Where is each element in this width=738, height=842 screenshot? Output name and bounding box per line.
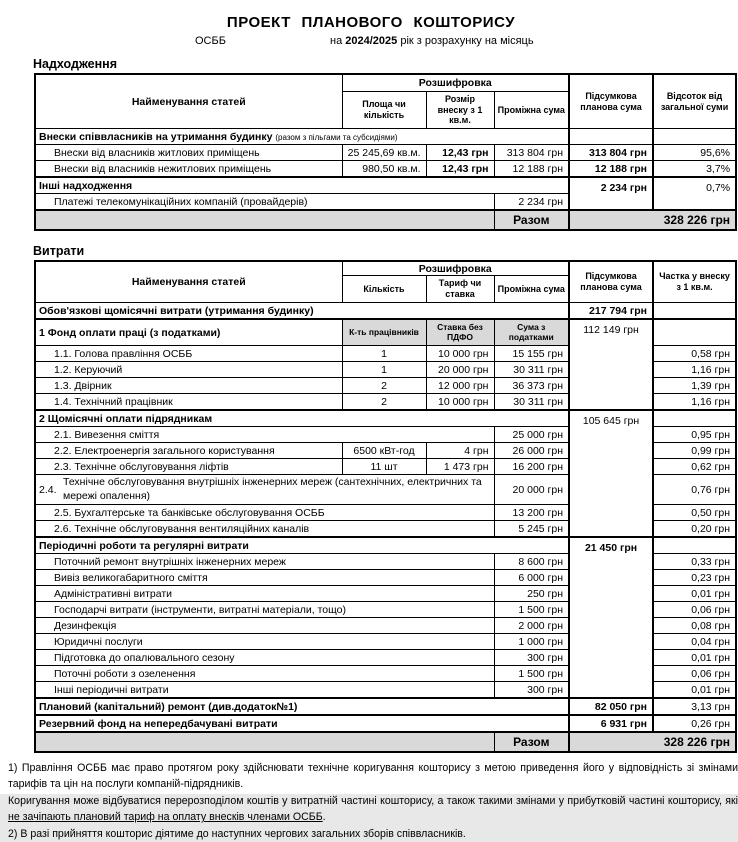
col-header-rate: Тариф чи ставка bbox=[426, 276, 494, 303]
cell-name: Періодичні роботи та регулярні витрати bbox=[35, 537, 569, 554]
page-title: ПРОЕКТ ПЛАНОВОГО КОШТОРИСУ bbox=[226, 14, 516, 31]
cell-rate: 1 473 грн bbox=[426, 459, 494, 475]
cell-name: Дезинфекція bbox=[35, 618, 494, 634]
col-header-percent: Відсоток від загальної суми bbox=[653, 74, 736, 129]
cell-interim: 16 200 грн bbox=[494, 459, 569, 475]
col-header-interim: Проміжна сума bbox=[494, 276, 569, 303]
cell-share: 0,20 грн bbox=[653, 521, 736, 538]
cell-interim: 20 000 грн bbox=[494, 475, 569, 505]
cell-name: 2.2. Електроенергія загального користування bbox=[35, 443, 342, 459]
cell-name: Інші періодичні витрати bbox=[35, 682, 494, 699]
capital-row bbox=[35, 698, 736, 715]
income-header-row1 bbox=[35, 74, 736, 92]
cell-total: 112 149 грн bbox=[569, 319, 653, 410]
cell-name: 1.4. Технічний працівник bbox=[35, 394, 342, 411]
total-label: Разом bbox=[494, 732, 569, 752]
osbb-label: ОСББ bbox=[195, 35, 226, 47]
cell-share: 1,16 грн bbox=[653, 362, 736, 378]
cell-area: 980,50 кв.м. bbox=[342, 161, 426, 178]
cell-empty bbox=[35, 210, 494, 230]
cell-total: 6 931 грн bbox=[569, 715, 653, 732]
col-header-interim: Проміжна сума bbox=[494, 92, 569, 129]
cell-interim: 2 234 грн bbox=[494, 194, 569, 211]
cell-share: 1,39 грн bbox=[653, 378, 736, 394]
cell-total: 105 645 грн bbox=[569, 410, 653, 537]
cell-share: 1,16 грн bbox=[653, 394, 736, 411]
cell-interim: 1 500 грн bbox=[494, 602, 569, 618]
cell-share: 0,01 грн bbox=[653, 682, 736, 699]
period-year: 2024/2025 bbox=[345, 35, 398, 47]
cell-name: Резервний фонд на непередбачувані витрати bbox=[35, 715, 569, 732]
cell-share: 0,06 грн bbox=[653, 602, 736, 618]
cell-interim: 26 000 грн bbox=[494, 443, 569, 459]
income-section-row bbox=[35, 177, 736, 194]
income-section-row bbox=[35, 129, 736, 145]
payroll-group-row bbox=[35, 319, 736, 346]
income-heading: Надходження bbox=[33, 57, 118, 71]
expenses-table bbox=[34, 260, 737, 753]
cell-name: Внески співвласників на утримання будинку (разом з пільгами та субсидіями) bbox=[35, 129, 569, 145]
cell-share: 0,50 грн bbox=[653, 505, 736, 521]
cell-interim: 36 373 грн bbox=[494, 378, 569, 394]
cell-interim: 30 311 грн bbox=[494, 362, 569, 378]
mini-header-qty: К-ть працівників bbox=[342, 319, 426, 346]
item-text: Технічне обслуговування внутрішніх інженерних мереж (сантехнічних, електричних та мережі опалення) bbox=[63, 476, 482, 502]
footnote-1: 1) Правління ОСББ має право протягом року здійснювати технічне коригування кошторису з метою приведення його у відповідність зі змінами тарифів та цін на послуги компаній-підрядників. bbox=[8, 762, 738, 791]
periodic-section-row bbox=[35, 537, 736, 554]
cell-share: 0,58 грн bbox=[653, 346, 736, 362]
cell-interim: 2 000 грн bbox=[494, 618, 569, 634]
cell-share: 0,04 грн bbox=[653, 634, 736, 650]
cell-interim: 250 грн bbox=[494, 586, 569, 602]
cell-total: 313 804 грн bbox=[569, 145, 653, 161]
cell-share: 0,26 грн bbox=[653, 715, 736, 732]
cell-name: Адміністративні витрати bbox=[35, 586, 494, 602]
cell-name: 1.2. Керуючий bbox=[35, 362, 342, 378]
item-number: 2.4. bbox=[39, 483, 57, 496]
col-header-name: Найменування статей bbox=[35, 74, 342, 129]
col-header-name: Найменування статей bbox=[35, 261, 342, 303]
cell-qty: 6500 кВт-год bbox=[342, 443, 426, 459]
expenses-header-row1 bbox=[35, 261, 736, 276]
income-total-row bbox=[35, 210, 736, 230]
cell-name: Господарчі витрати (інструменти, витратні матеріали, тощо) bbox=[35, 602, 494, 618]
cell-name: Підготовка до опалювального сезону bbox=[35, 650, 494, 666]
cell-area: 25 245,69 кв.м. bbox=[342, 145, 426, 161]
mini-header-rate: Ставка без ПДФО bbox=[426, 319, 494, 346]
income-item-row bbox=[35, 145, 736, 161]
cell-share bbox=[653, 537, 736, 554]
cell-interim: 5 245 грн bbox=[494, 521, 569, 538]
footnote-3: 2) В разі прийняття кошторис діятиме до наступних чергових загальних зборів співвласників. bbox=[8, 827, 466, 840]
income-item-row bbox=[35, 161, 736, 178]
col-header-qty: Кількість bbox=[342, 276, 426, 303]
cell-interim: 30 311 грн bbox=[494, 394, 569, 411]
cell-qty: 2 bbox=[342, 394, 426, 411]
cell-qty: 2 bbox=[342, 378, 426, 394]
footnotes bbox=[8, 760, 738, 842]
footnote-underlined: не зачіпають плановий тариф на оплату внесків членами ОСББ bbox=[8, 811, 323, 824]
cell-share: 0,01 грн bbox=[653, 586, 736, 602]
cell-interim: 8 600 грн bbox=[494, 554, 569, 570]
cell-name: Вивіз великогабаритного сміття bbox=[35, 570, 494, 586]
cell-total: 21 450 грн bbox=[569, 537, 653, 698]
cell-rate: 10 000 грн bbox=[426, 346, 494, 362]
cell-interim: 1 500 грн bbox=[494, 666, 569, 682]
cell-rate: 12 000 грн bbox=[426, 378, 494, 394]
cell-share bbox=[653, 410, 736, 427]
cell-share: 0,95 грн bbox=[653, 427, 736, 443]
cell-name: Платежі телекомунікаційних компаній (провайдерів) bbox=[35, 194, 494, 211]
section-note: (разом з пільгами та субсидіями) bbox=[275, 132, 398, 142]
cell-name: Обов'язкові щомісячні витрати (утримання будинку) bbox=[35, 303, 569, 320]
cell-interim: 1 000 грн bbox=[494, 634, 569, 650]
cell-name bbox=[35, 475, 494, 505]
cell-share: 3,13 грн bbox=[653, 698, 736, 715]
cell-interim: 13 200 грн bbox=[494, 505, 569, 521]
cell-interim: 313 804 грн bbox=[494, 145, 569, 161]
cell-name: Плановий (капітальний) ремонт (див.додаток№1) bbox=[35, 698, 569, 715]
total-value: 328 226 грн bbox=[569, 210, 736, 230]
cell-qty: 11 шт bbox=[342, 459, 426, 475]
expenses-heading: Витрати bbox=[33, 244, 85, 258]
col-header-decode: Розшифровка bbox=[342, 261, 569, 276]
cell-interim: 12 188 грн bbox=[494, 161, 569, 178]
cell-interim: 15 155 грн bbox=[494, 346, 569, 362]
cell-name: 2.5. Бухгалтерське та банківське обслуговування ОСББ bbox=[35, 505, 494, 521]
cell-name: Внески від власників житлових приміщень bbox=[35, 145, 342, 161]
cell-percent bbox=[653, 129, 736, 145]
cell-share: 0,08 грн bbox=[653, 618, 736, 634]
cell-share: 0,62 грн bbox=[653, 459, 736, 475]
expenses-section-row bbox=[35, 303, 736, 320]
cell-share: 0,01 грн bbox=[653, 650, 736, 666]
contractors-group-row bbox=[35, 410, 736, 427]
col-header-total: Підсумкова планова сума bbox=[569, 74, 653, 129]
cell-rate: 12,43 грн bbox=[426, 161, 494, 178]
cell-name: Внески від власників нежитлових приміщень bbox=[35, 161, 342, 178]
cell-qty: 1 bbox=[342, 346, 426, 362]
col-header-share: Частка у внеску з 1 кв.м. bbox=[653, 261, 736, 303]
col-header-total: Підсумкова планова сума bbox=[569, 261, 653, 303]
cell-empty bbox=[35, 732, 494, 752]
cell-total: 12 188 грн bbox=[569, 161, 653, 178]
col-header-decode: Розшифровка bbox=[342, 74, 569, 92]
period-label: на 2024/2025 рік з розрахунку на місяць bbox=[330, 35, 534, 47]
cell-name: Інші надходження bbox=[35, 177, 569, 194]
cell-percent: 95,6% bbox=[653, 145, 736, 161]
cell-share: 0,06 грн bbox=[653, 666, 736, 682]
cell-name: 2 Щомісячні оплати підрядникам bbox=[35, 410, 569, 427]
cell-total: 82 050 грн bbox=[569, 698, 653, 715]
cell-share bbox=[653, 303, 736, 320]
cell-percent: 0,7% bbox=[653, 177, 736, 210]
cell-rate: 12,43 грн bbox=[426, 145, 494, 161]
cell-interim: 25 000 грн bbox=[494, 427, 569, 443]
page-subtitle bbox=[8, 34, 734, 50]
cell-share: 0,76 грн bbox=[653, 475, 736, 505]
income-table bbox=[34, 73, 737, 231]
cell-name: Поточний ремонт внутрішніх інженерних мереж bbox=[35, 554, 494, 570]
reserve-row bbox=[35, 715, 736, 732]
cell-rate: 20 000 грн bbox=[426, 362, 494, 378]
cell-name: 2.6. Технічне обслуговування вентиляційних каналів bbox=[35, 521, 494, 538]
cell-interim: 300 грн bbox=[494, 650, 569, 666]
cell-name: 1 Фонд оплати праці (з податками) bbox=[35, 319, 342, 346]
cell-share: 0,23 грн bbox=[653, 570, 736, 586]
cell-name: 2.3. Технічне обслуговування ліфтів bbox=[35, 459, 342, 475]
cell-interim: 300 грн bbox=[494, 682, 569, 699]
cell-name: 2.1. Вивезення сміття bbox=[35, 427, 494, 443]
cell-rate: 10 000 грн bbox=[426, 394, 494, 411]
cell-total bbox=[569, 129, 653, 145]
cell-total: 2 234 грн bbox=[569, 177, 653, 210]
mini-header-interim: Сума з податками bbox=[494, 319, 569, 346]
cell-rate: 4 грн bbox=[426, 443, 494, 459]
cell-interim: 6 000 грн bbox=[494, 570, 569, 586]
cell-percent: 3,7% bbox=[653, 161, 736, 178]
total-label: Разом bbox=[494, 210, 569, 230]
col-header-area: Площа чи кількість bbox=[342, 92, 426, 129]
cell-name: 1.1. Голова правління ОСББ bbox=[35, 346, 342, 362]
cell-name: Юридичні послуги bbox=[35, 634, 494, 650]
cell-share: 0,33 грн bbox=[653, 554, 736, 570]
cell-qty: 1 bbox=[342, 362, 426, 378]
cell-share bbox=[653, 319, 736, 346]
footnote-2: Коригування може відбуватися перерозподілом коштів у витратній частині кошторису, а також такими змінами у прибутковій частині кошторису, які не зачіпають плановий тариф на оплату внесків членами ОСББ. bbox=[8, 794, 738, 824]
cell-name: Поточні роботи з озеленення bbox=[35, 666, 494, 682]
cell-name: 1.3. Двірник bbox=[35, 378, 342, 394]
total-value: 328 226 грн bbox=[569, 732, 736, 752]
cell-total: 217 794 грн bbox=[569, 303, 653, 320]
cell-share: 0,99 грн bbox=[653, 443, 736, 459]
expenses-total-row bbox=[35, 732, 736, 752]
col-header-rate: Розмір внеску з 1 кв.м. bbox=[426, 92, 494, 129]
